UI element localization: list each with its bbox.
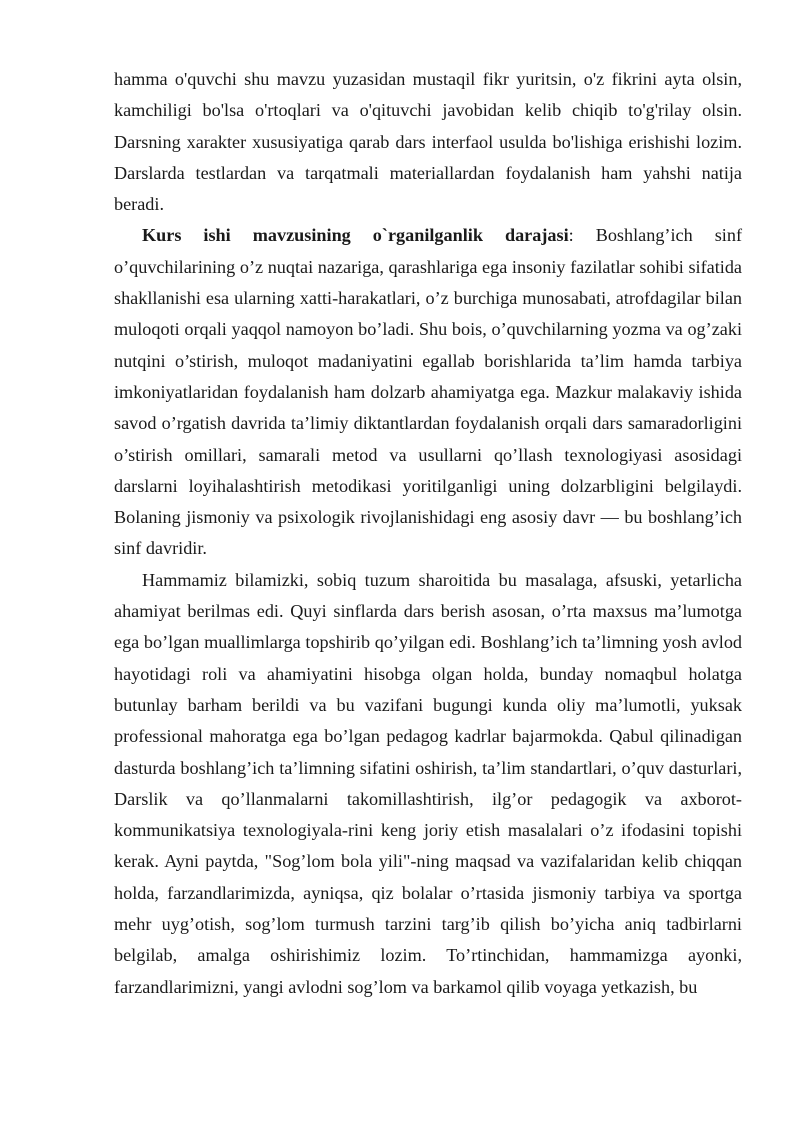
document-page: [114, 64, 742, 1003]
paragraph-2-heading: Kurs ishi mavzusining o`rganilganlik darajasi: [142, 225, 569, 246]
paragraph-3-text: Hammamiz bilamizki, sobiq tuzum sharoitida bu masalaga, afsuski, yetarlicha ahamiyat berilmas edi. Quyi sinflarda dars berish asosan, o’rta maxsus ma’lumotga ega bo’lgan muallimlarga topshirib qo’yilgan edi. Boshlang’ich ta’limning yosh avlod hayotidagi roli va ahamiyatini hisobga olgan holda, bunday nomaqbul holatga butunlay barham berildi va bu vazifani bugungi kunda oliy ma’lumotli, yuksak professional mahoratga ega bo’lgan pedagog kadrlar bajarmokda. Qabul qilinadigan dasturda boshlang’ich ta’limning sifatini oshirish, ta’lim standartlari, o’quv dasturlari, Darslik va qo’llanmalarni takomillashtirish, ilg’or pedagogik va axborot-kommunikatsiya texnologiyala-rini keng joriy etish masalalari o’z ifodasini topishi kerak. Ayni paytda, "Sog’lom bola yili"-ning maqsad va vazifalaridan kelib chiqqan holda, farzandlarimizda, ayniqsa, qiz bolalar o’rtasida jismoniy tarbiya va sportga mehr uyg’otish, sog’lom turmush tarzini targ’ib qilish bo’yicha aniq tadbirlarni belgilab, amalga oshirishimiz lozim. To’rtinchidan, hammamizga ayonki, farzandlarimizni, yangi avlodni sog’lom va barkamol qilib voyaga yetkazish, bu: [114, 569, 742, 997]
paragraph-2: [114, 220, 742, 564]
paragraph-1-text: hamma o'quvchi shu mavzu yuzasidan mustaqil fikr yuritsin, o'z fikrini ayta olsin, kamchiligi bo'lsa o'rtoqlari va o'qituvchi javobidan kelib chiqib to'g'rilay olsin. Darsning xarakter xususiyatiga qarab dars interfaol usulda bo'lishiga erishishi lozim. Darslarda testlardan va tarqatmali materiallardan foydalanish ham yahshi natija beradi.: [114, 69, 742, 215]
paragraph-1: [114, 64, 742, 220]
paragraph-2-text: : Boshlang’ich sinf o’quvchilarining o’z nuqtai nazariga, qarashlariga ega insoniy fazilatlar sohibi sifatida shakllanishi esa ularning xatti-harakatlari, o’z burchiga munosabati, atrofdagilar bilan muloqoti orqali yaqqol namoyon bo’ladi. Shu bois, o’quvchilarning yozma va og’zaki nutqini o’stirish, muloqot madaniyatini egallab borishlarida ta’lim hamda tarbiya imkoniyatlaridan foydalanish ham dolzarb ahamiyatga ega. Mazkur malakaviy ishida savod o’rgatish davrida ta’limiy diktantlardan foydalanish orqali dars samaradorligini o’stirish omillari, samarali metod va usullarni qo’llash texnologiyasi asosidagi darslarni loyihalashtirish metodikasi yoritilganligi uning dolzarbligini belgilaydi. Bolaning jismoniy va psixologik rivojlanishidagi eng asosiy davr — bu boshlang’ich sinf davridir.: [114, 225, 742, 559]
paragraph-3: [114, 565, 742, 1003]
